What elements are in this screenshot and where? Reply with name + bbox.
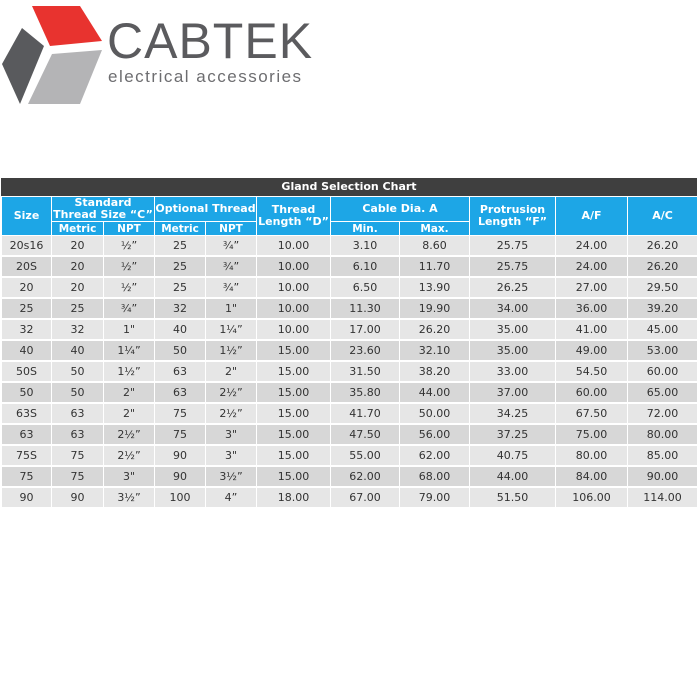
cell-ac: 29.50 — [628, 277, 698, 298]
cell-cable-max: 26.20 — [400, 319, 470, 340]
cell-protrusion: 37.25 — [470, 424, 556, 445]
table-row — [2, 403, 698, 424]
cell-opt-npt: ¾” — [206, 236, 257, 257]
cell-thread-length: 15.00 — [257, 340, 331, 361]
cell-cable-min: 41.70 — [331, 403, 400, 424]
cell-opt-npt: 2½” — [206, 403, 257, 424]
cell-std-metric: 25 — [52, 298, 104, 319]
cell-ac: 72.00 — [628, 403, 698, 424]
cell-std-metric: 63 — [52, 424, 104, 445]
table-body — [2, 236, 698, 509]
cell-af: 84.00 — [556, 466, 628, 487]
cell-size: 63 — [2, 424, 52, 445]
header-size: Size — [2, 197, 52, 236]
cell-cable-min: 55.00 — [331, 445, 400, 466]
cell-protrusion: 33.00 — [470, 361, 556, 382]
cell-opt-metric: 100 — [155, 487, 206, 508]
table-row — [2, 487, 698, 508]
cell-protrusion: 35.00 — [470, 340, 556, 361]
cell-cable-max: 19.90 — [400, 298, 470, 319]
cell-opt-npt: 1" — [206, 298, 257, 319]
cell-cable-max: 56.00 — [400, 424, 470, 445]
cell-opt-npt: 1½” — [206, 340, 257, 361]
cell-size: 32 — [2, 319, 52, 340]
cell-thread-length: 10.00 — [257, 298, 331, 319]
cell-cable-max: 44.00 — [400, 382, 470, 403]
table-row — [2, 382, 698, 403]
cell-size: 20 — [2, 277, 52, 298]
cell-size: 20S — [2, 256, 52, 277]
cell-ac: 53.00 — [628, 340, 698, 361]
cell-std-metric: 75 — [52, 445, 104, 466]
cell-opt-metric: 90 — [155, 445, 206, 466]
cell-std-metric: 20 — [52, 236, 104, 257]
cell-cable-min: 3.10 — [331, 236, 400, 257]
cell-std-metric: 63 — [52, 403, 104, 424]
cell-std-metric: 90 — [52, 487, 104, 508]
cell-cable-max: 32.10 — [400, 340, 470, 361]
cell-std-metric: 75 — [52, 466, 104, 487]
table-row — [2, 466, 698, 487]
cell-cable-max: 13.90 — [400, 277, 470, 298]
header-protrusion: Protrusion Length “F” — [470, 197, 556, 236]
cell-af: 27.00 — [556, 277, 628, 298]
cell-opt-metric: 63 — [155, 382, 206, 403]
cell-cable-max: 62.00 — [400, 445, 470, 466]
header-ac: A/C — [628, 197, 698, 236]
cell-cable-min: 62.00 — [331, 466, 400, 487]
header-npt: NPT — [104, 222, 155, 236]
cell-cable-min: 6.50 — [331, 277, 400, 298]
cell-protrusion: 25.75 — [470, 236, 556, 257]
gland-table — [1, 196, 698, 509]
cell-protrusion: 51.50 — [470, 487, 556, 508]
cell-protrusion: 44.00 — [470, 466, 556, 487]
cell-std-metric: 40 — [52, 340, 104, 361]
cell-thread-length: 15.00 — [257, 403, 331, 424]
table-row — [2, 424, 698, 445]
header-min: Min. — [331, 222, 400, 236]
cell-cable-max: 11.70 — [400, 256, 470, 277]
gland-selection-chart — [1, 178, 697, 509]
cell-ac: 39.20 — [628, 298, 698, 319]
cell-af: 80.00 — [556, 445, 628, 466]
header-standard-thread: Standard Thread Size “C” — [53, 196, 153, 221]
cabtek-logo-icon — [2, 6, 102, 106]
cell-protrusion: 34.00 — [470, 298, 556, 319]
cell-std-npt: ½” — [104, 256, 155, 277]
cell-af: 106.00 — [556, 487, 628, 508]
cell-size: 40 — [2, 340, 52, 361]
cell-ac: 114.00 — [628, 487, 698, 508]
header-thread-length: Thread Length “D” — [257, 197, 331, 236]
brand-tagline: electrical accessories — [108, 67, 303, 86]
cell-cable-max: 68.00 — [400, 466, 470, 487]
cell-opt-npt: ¾” — [206, 256, 257, 277]
cell-thread-length: 18.00 — [257, 487, 331, 508]
cell-size: 90 — [2, 487, 52, 508]
cell-cable-min: 47.50 — [331, 424, 400, 445]
cell-std-npt: 1½” — [104, 361, 155, 382]
cell-af: 60.00 — [556, 382, 628, 403]
header-metric: Metric — [52, 222, 104, 236]
cell-size: 20s16 — [2, 236, 52, 257]
header-max: Max. — [400, 222, 470, 236]
table-row — [2, 319, 698, 340]
cell-std-metric: 50 — [52, 382, 104, 403]
cell-opt-npt: 3½” — [206, 466, 257, 487]
table-row — [2, 361, 698, 382]
cell-protrusion: 37.00 — [470, 382, 556, 403]
cell-std-npt: 2" — [104, 403, 155, 424]
cell-opt-metric: 63 — [155, 361, 206, 382]
cell-cable-min: 23.60 — [331, 340, 400, 361]
cell-opt-metric: 75 — [155, 424, 206, 445]
cell-af: 54.50 — [556, 361, 628, 382]
cell-opt-npt: 3" — [206, 445, 257, 466]
cell-cable-max: 38.20 — [400, 361, 470, 382]
cell-ac: 85.00 — [628, 445, 698, 466]
cell-std-npt: 3½” — [104, 487, 155, 508]
cell-cable-max: 79.00 — [400, 487, 470, 508]
cell-opt-npt: 1¼” — [206, 319, 257, 340]
cell-std-metric: 20 — [52, 256, 104, 277]
cell-size: 25 — [2, 298, 52, 319]
cell-std-metric: 20 — [52, 277, 104, 298]
cell-opt-metric: 75 — [155, 403, 206, 424]
cell-std-npt: 1¼” — [104, 340, 155, 361]
cell-af: 24.00 — [556, 256, 628, 277]
cell-std-npt: 2½” — [104, 445, 155, 466]
cell-size: 75S — [2, 445, 52, 466]
cell-cable-max: 50.00 — [400, 403, 470, 424]
cell-opt-npt: 3" — [206, 424, 257, 445]
cell-thread-length: 15.00 — [257, 361, 331, 382]
cell-opt-npt: ¾” — [206, 277, 257, 298]
cell-opt-metric: 25 — [155, 236, 206, 257]
cell-opt-metric: 40 — [155, 319, 206, 340]
cell-ac: 65.00 — [628, 382, 698, 403]
cell-cable-min: 17.00 — [331, 319, 400, 340]
cell-cable-max: 8.60 — [400, 236, 470, 257]
cell-af: 24.00 — [556, 236, 628, 257]
cell-af: 36.00 — [556, 298, 628, 319]
header-af: A/F — [556, 197, 628, 236]
cell-thread-length: 10.00 — [257, 277, 331, 298]
cell-ac: 60.00 — [628, 361, 698, 382]
header-opt-metric: Metric — [155, 222, 206, 236]
cell-protrusion: 35.00 — [470, 319, 556, 340]
cell-ac: 90.00 — [628, 466, 698, 487]
cell-opt-metric: 50 — [155, 340, 206, 361]
cell-af: 75.00 — [556, 424, 628, 445]
cell-std-npt: ½” — [104, 277, 155, 298]
cell-cable-min: 6.10 — [331, 256, 400, 277]
header-optional-thread: Optional Thread — [155, 197, 257, 222]
cell-opt-metric: 32 — [155, 298, 206, 319]
cell-thread-length: 10.00 — [257, 256, 331, 277]
cell-thread-length: 15.00 — [257, 424, 331, 445]
table-row — [2, 445, 698, 466]
cell-std-npt: 3" — [104, 466, 155, 487]
cell-std-npt: ¾” — [104, 298, 155, 319]
cell-ac: 80.00 — [628, 424, 698, 445]
cell-ac: 26.20 — [628, 256, 698, 277]
header-opt-npt: NPT — [206, 222, 257, 236]
cell-protrusion: 40.75 — [470, 445, 556, 466]
table-row — [2, 236, 698, 257]
cell-opt-metric: 90 — [155, 466, 206, 487]
brand-name: CABTEK — [107, 13, 314, 69]
cell-std-metric: 32 — [52, 319, 104, 340]
cell-opt-npt: 2½” — [206, 382, 257, 403]
cell-thread-length: 15.00 — [257, 466, 331, 487]
cell-opt-metric: 25 — [155, 256, 206, 277]
cell-af: 49.00 — [556, 340, 628, 361]
cell-cable-min: 35.80 — [331, 382, 400, 403]
cell-std-npt: ½” — [104, 236, 155, 257]
cell-std-npt: 1" — [104, 319, 155, 340]
cell-thread-length: 15.00 — [257, 445, 331, 466]
table-row — [2, 298, 698, 319]
cell-size: 50 — [2, 382, 52, 403]
header-cable-dia: Cable Dia. A — [331, 197, 470, 222]
cell-protrusion: 25.75 — [470, 256, 556, 277]
cell-cable-min: 31.50 — [331, 361, 400, 382]
cell-ac: 26.20 — [628, 236, 698, 257]
cell-af: 67.50 — [556, 403, 628, 424]
cell-size: 50S — [2, 361, 52, 382]
cell-thread-length: 10.00 — [257, 236, 331, 257]
cell-std-npt: 2" — [104, 382, 155, 403]
cell-opt-npt: 2" — [206, 361, 257, 382]
cell-thread-length: 15.00 — [257, 382, 331, 403]
cell-cable-min: 11.30 — [331, 298, 400, 319]
cell-opt-metric: 25 — [155, 277, 206, 298]
cell-af: 41.00 — [556, 319, 628, 340]
table-row — [2, 340, 698, 361]
cell-protrusion: 26.25 — [470, 277, 556, 298]
cell-std-metric: 50 — [52, 361, 104, 382]
cell-size: 75 — [2, 466, 52, 487]
cell-cable-min: 67.00 — [331, 487, 400, 508]
cell-std-npt: 2½” — [104, 424, 155, 445]
chart-title: Gland Selection Chart — [1, 178, 697, 196]
table-row — [2, 256, 698, 277]
brand-logo — [0, 0, 330, 110]
table-row — [2, 277, 698, 298]
cell-opt-npt: 4” — [206, 487, 257, 508]
cell-ac: 45.00 — [628, 319, 698, 340]
cell-size: 63S — [2, 403, 52, 424]
cell-protrusion: 34.25 — [470, 403, 556, 424]
cell-thread-length: 10.00 — [257, 319, 331, 340]
